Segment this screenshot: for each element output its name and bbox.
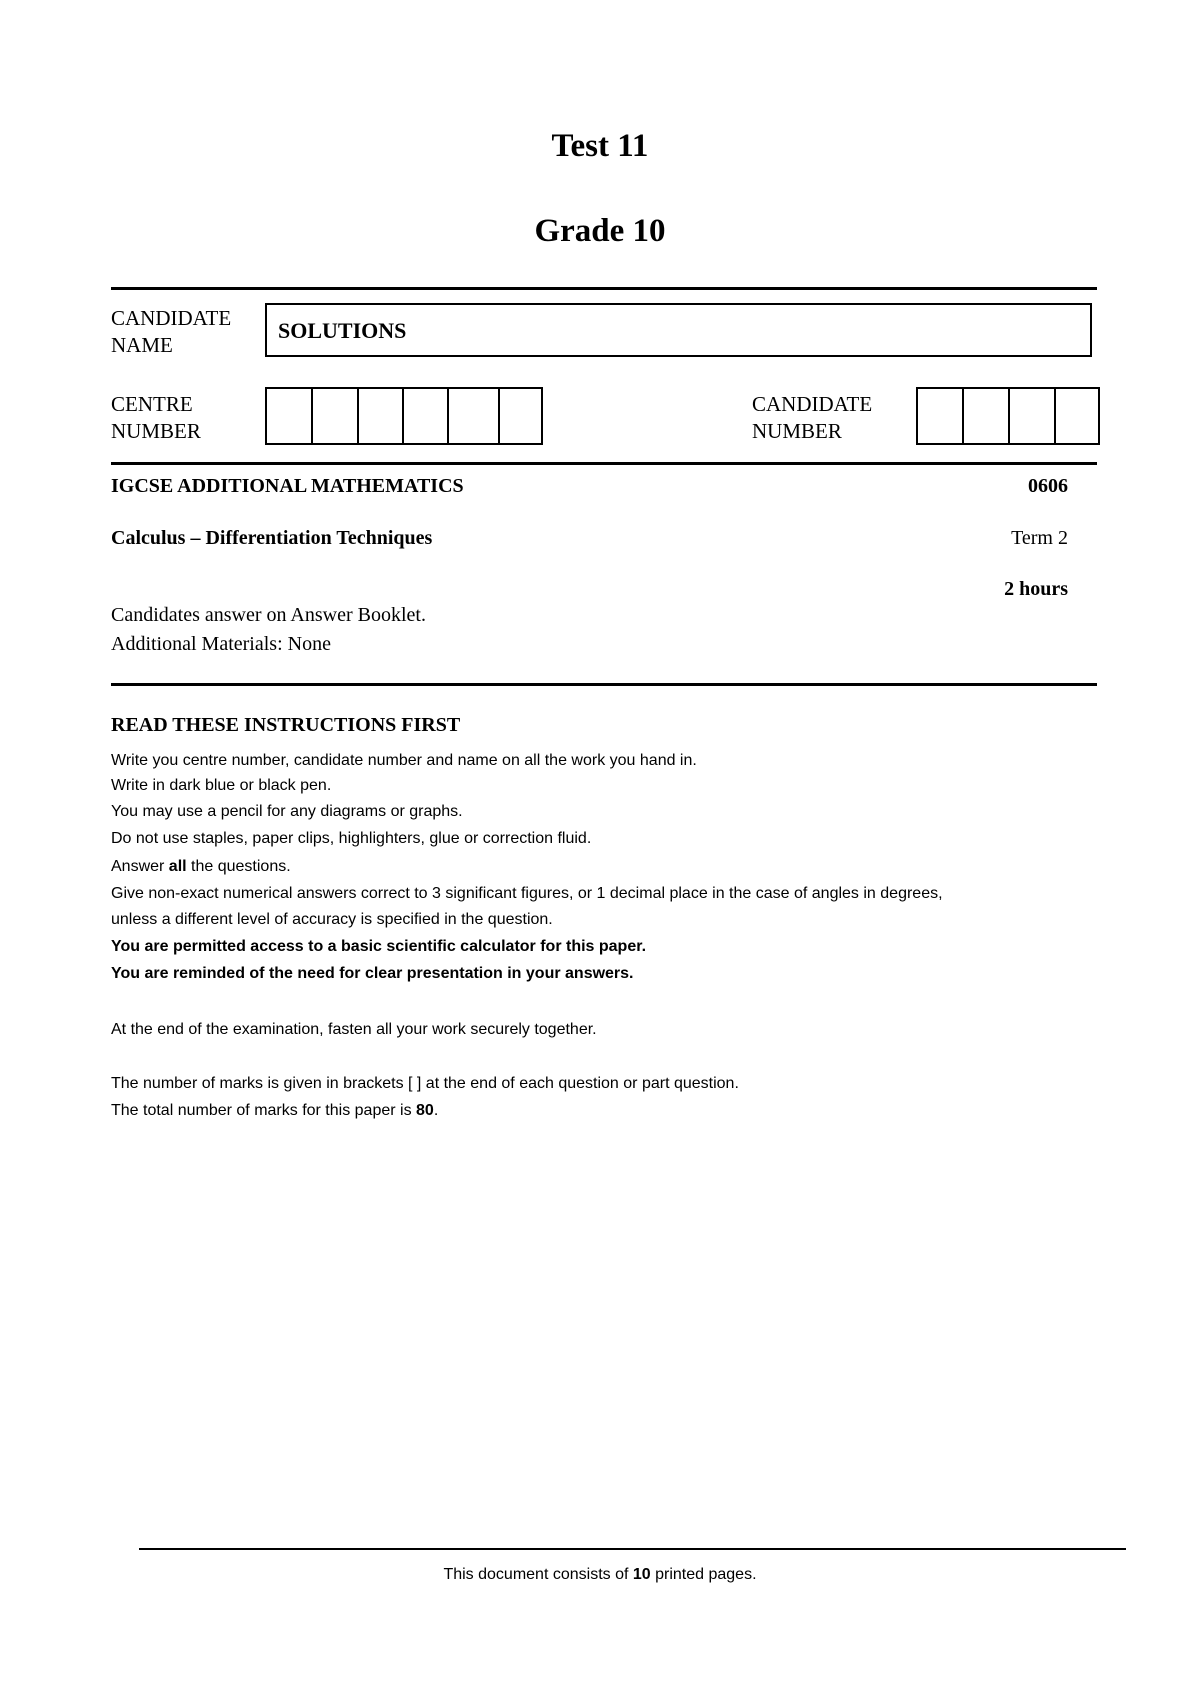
additional-materials: Additional Materials: None — [111, 633, 331, 655]
centre-number-cell[interactable] — [449, 389, 500, 443]
page-subtitle: Grade 10 — [534, 213, 666, 249]
paper-code: 0606 — [1028, 475, 1068, 497]
candidate-number-boxes[interactable] — [916, 387, 1100, 445]
instruction-line: At the end of the examination, fasten all your work securely together. — [111, 1021, 597, 1038]
instruction-line: The total number of marks for this paper is 80. — [111, 1102, 439, 1119]
paper-duration: 2 hours — [1004, 578, 1068, 600]
instruction-line: The number of marks is given in brackets [ ] at the end of each question or part question. — [111, 1075, 739, 1092]
instructions-block — [111, 749, 1101, 987]
answer-booklet-note: Candidates answer on Answer Booklet. — [111, 604, 426, 626]
instruction-line: Write you centre number, candidate number and name on all the work you hand in. — [111, 752, 697, 769]
centre-number-cell[interactable] — [500, 389, 541, 443]
centre-number-cell[interactable] — [313, 389, 359, 443]
middle-divider — [111, 462, 1097, 465]
candidate-name-field[interactable] — [265, 303, 1092, 357]
candidate-number-cell[interactable] — [918, 389, 964, 443]
footer-divider — [139, 1548, 1126, 1550]
instruction-line: You are permitted access to a basic scientific calculator for this paper. — [111, 938, 647, 955]
instruction-line: Answer all the questions. — [111, 858, 291, 875]
paper-topic: Calculus – Differentiation Techniques — [111, 527, 433, 549]
instruction-line: You may use a pencil for any diagrams or graphs. — [111, 803, 463, 820]
subject-title: IGCSE ADDITIONAL MATHEMATICS — [111, 475, 464, 497]
candidate-name-label: CANDIDATE NAME — [111, 306, 232, 357]
candidate-number-cell[interactable] — [1056, 389, 1098, 443]
centre-number-label: CENTRE NUMBER — [111, 392, 201, 443]
instructions-heading: READ THESE INSTRUCTIONS FIRST — [111, 714, 461, 736]
instruction-line: unless a different level of accuracy is specified in the question. — [111, 911, 553, 928]
centre-number-cell[interactable] — [404, 389, 449, 443]
paper-term: Term 2 — [1011, 527, 1068, 549]
centre-number-cell[interactable] — [267, 389, 313, 443]
candidate-number-label: CANDIDATE NUMBER — [752, 392, 873, 443]
top-divider — [111, 287, 1097, 290]
candidate-name-value: SOLUTIONS — [278, 318, 407, 343]
candidate-number-cell[interactable] — [964, 389, 1010, 443]
lower-divider — [111, 683, 1097, 686]
page-count-note: This document consists of 10 printed pages. — [443, 1566, 757, 1583]
instruction-line: Give non-exact numerical answers correct to 3 significant figures, or 1 decimal place in the case of angles in degrees, — [111, 885, 943, 902]
instruction-line: Write in dark blue or black pen. — [111, 777, 332, 794]
candidate-number-cell[interactable] — [1010, 389, 1056, 443]
page-title: Test 11 — [551, 128, 649, 164]
marks-block — [111, 1070, 1101, 1124]
centre-number-boxes[interactable] — [265, 387, 543, 445]
instruction-line: Do not use staples, paper clips, highlighters, glue or correction fluid. — [111, 830, 592, 847]
instruction-line: You are reminded of the need for clear presentation in your answers. — [111, 965, 634, 982]
centre-number-cell[interactable] — [359, 389, 404, 443]
